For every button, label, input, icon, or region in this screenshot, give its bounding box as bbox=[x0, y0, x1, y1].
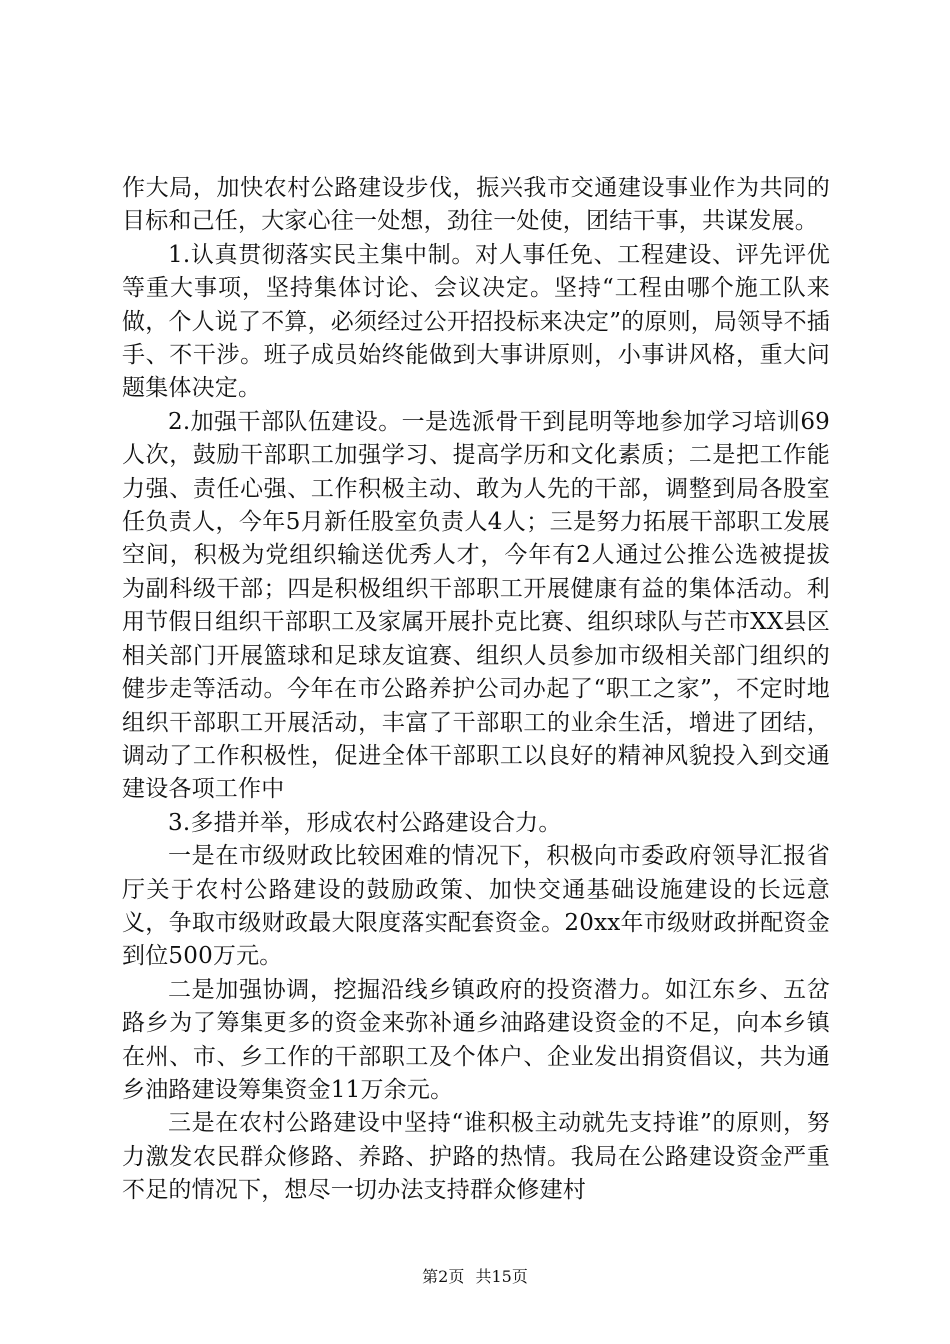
paragraph-democratic-centralism: 1.认真贯彻落实民主集中制。对人事任免、工程建设、评先评优等重大事项，坚持集体讨论、会议决定。坚持“工程由哪个施工队来做，个人说了不算，必须经过公开招投标来决定”的原则，局领导不插手、不干涉。班子成员始终能做到大事讲原则，小事讲风格，重大问题集体决定。 bbox=[122, 241, 830, 402]
page-total: 共15页 bbox=[475, 1267, 528, 1286]
paragraph-cadre-team-building: 2.加强干部队伍建设。一是选派骨干到昆明等地参加学习培训69人次，鼓励干部职工加强学习、提高学历和文化素质；二是把工作能力强、责任心强、工作积极主动、敢为人先的干部，调整到局各股室任负责人，今年5月新任股室负责人4人；三是努力拓展干部职工发展空间，积极为党组织输送优秀人才，今年有2人通过公推公选被提拔为副科级干部；四是积极组织干部职工开展健康有益的集体活动。利用节假日组织干部职工及家属开展扑克比赛、组织球队与芒市XX县区相关部门开展篮球和足球友谊赛、组织人员参加市级相关部门组织的健步走等活动。今年在市公路养护公司办起了“职工之家”，不定时地组织干部职工开展活动，丰富了干部职工的业余生活，增进了团结，调动了工作积极性，促进全体干部职工以良好的精神风貌投入到交通建设各项工作中 bbox=[122, 408, 830, 803]
paragraph-municipal-finance: 一是在市级财政比较困难的情况下，积极向市委政府领导汇报省厅关于农村公路建设的鼓励政策、加快交通基础设施建设的长远意义，争取市级财政最大限度落实配套资金。20xx年市级财政拼配资金到位500万元。 bbox=[122, 843, 830, 970]
paragraph-support-principle: 三是在农村公路建设中坚持“谁积极主动就先支持谁”的原则，努力激发农民群众修路、养路、护路的热情。我局在公路建设资金严重不足的情况下，想尽一切办法支持群众修建村 bbox=[122, 1110, 830, 1204]
paragraph-multiple-measures-heading: 3.多措并举，形成农村公路建设合力。 bbox=[168, 809, 562, 836]
paragraph-continued-intro: 作大局，加快农村公路建设步伐，振兴我市交通建设事业作为共同的目标和己任，大家心往一处想，劲往一处使，团结干事，共谋发展。 bbox=[122, 175, 830, 235]
paragraph-township-coordination: 二是加强协调，挖掘沿线乡镇政府的投资潜力。如江东乡、五岔路乡为了筹集更多的资金来弥补通乡油路建设资金的不足，向本乡镇在州、市、乡工作的干部职工及个体户、企业发出捐资倡议，共为通乡油路建设筹集资金11万余元。 bbox=[122, 976, 830, 1103]
document-body bbox=[122, 172, 830, 1208]
page-number: 第2页 bbox=[422, 1267, 465, 1286]
page-footer bbox=[0, 1267, 950, 1287]
